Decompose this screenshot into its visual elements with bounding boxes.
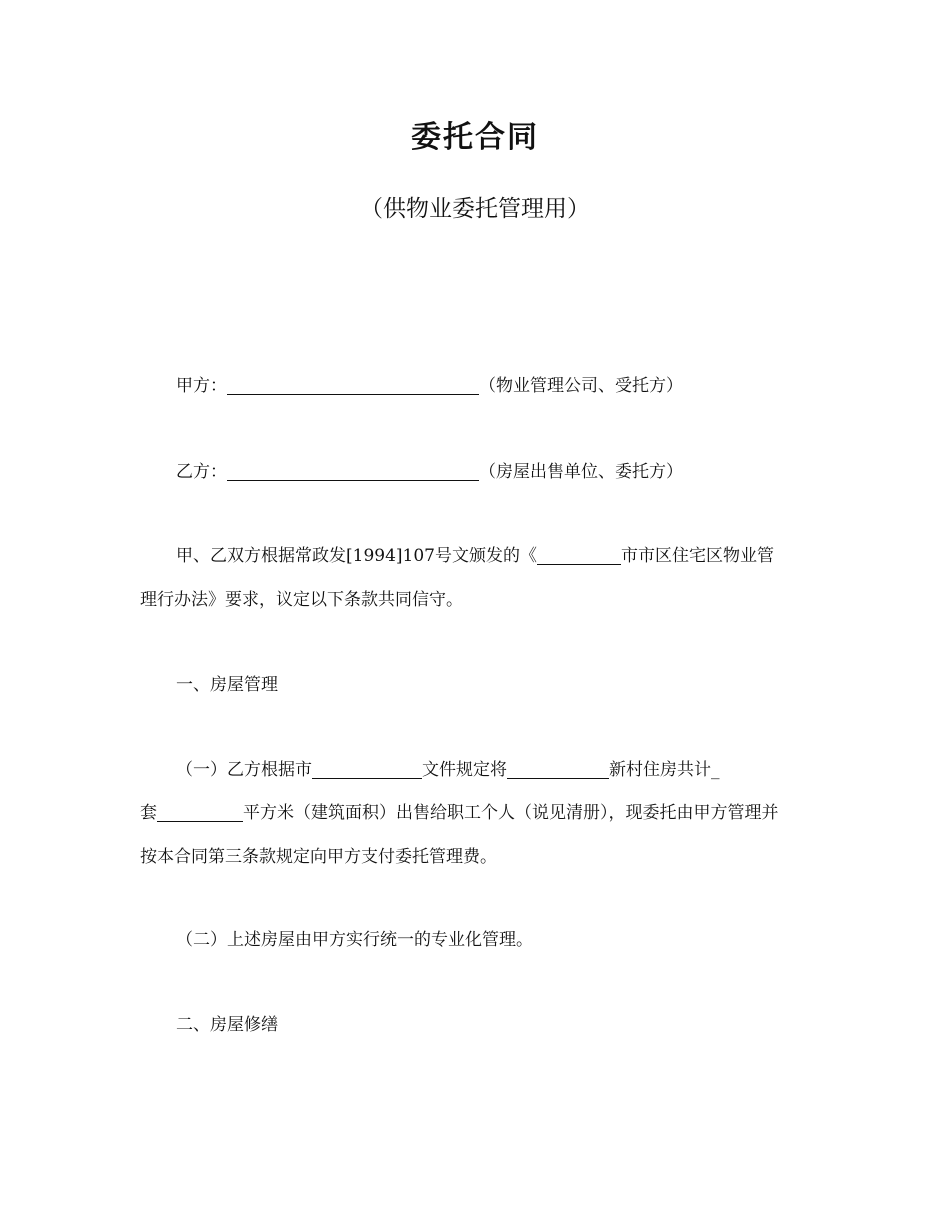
- party-b-blank: [227, 462, 479, 481]
- clause-1-part-2: 文件规定将: [422, 760, 507, 780]
- village-name-blank: [507, 760, 609, 779]
- section-1-heading: 一、房屋管理: [176, 675, 278, 695]
- preamble-part-2: 市市区住宅区物业管: [620, 546, 774, 566]
- party-a-note: （物业管理公司、受托方）: [479, 376, 683, 396]
- clause-1-part-3: 新村住房共计_: [609, 760, 720, 780]
- clause-1-line-1: [176, 758, 720, 782]
- preamble-line-2: 理行办法》要求，议定以下条款共同信守。: [140, 590, 463, 610]
- party-b-label: 乙方：: [176, 462, 227, 482]
- clause-2-line: （二）上述房屋由甲方实行统一的专业化管理。: [176, 930, 533, 950]
- clause-1-line-3: 按本合同第三条款规定向甲方支付委托管理费。: [140, 847, 497, 867]
- party-a-line: [176, 374, 683, 398]
- clause-1-part-1: （一）乙方根据市: [176, 760, 312, 780]
- party-b-note: （房屋出售单位、委托方）: [479, 462, 683, 482]
- area-blank: [157, 803, 243, 822]
- clause-1-line-2: [140, 801, 779, 825]
- party-a-blank: [227, 376, 479, 395]
- clause-1-part-5: 平方米（建筑面积）出售给职工个人（说见清册），现委托由甲方管理并: [243, 803, 779, 823]
- party-a-label: 甲方：: [176, 376, 227, 396]
- document-subtitle: （供物业委托管理用）: [360, 196, 590, 222]
- document-title: 委托合同: [411, 120, 539, 155]
- document-number-blank: [312, 760, 422, 779]
- preamble-line-1: [176, 544, 774, 568]
- section-2-heading: 二、房屋修缮: [176, 1015, 278, 1035]
- clause-1-part-4: 套: [140, 803, 157, 823]
- city-blank: [537, 546, 621, 565]
- party-b-line: [176, 460, 683, 484]
- preamble-part-1: 甲、乙双方根据常政发[1994]107号文颁发的《: [176, 546, 537, 566]
